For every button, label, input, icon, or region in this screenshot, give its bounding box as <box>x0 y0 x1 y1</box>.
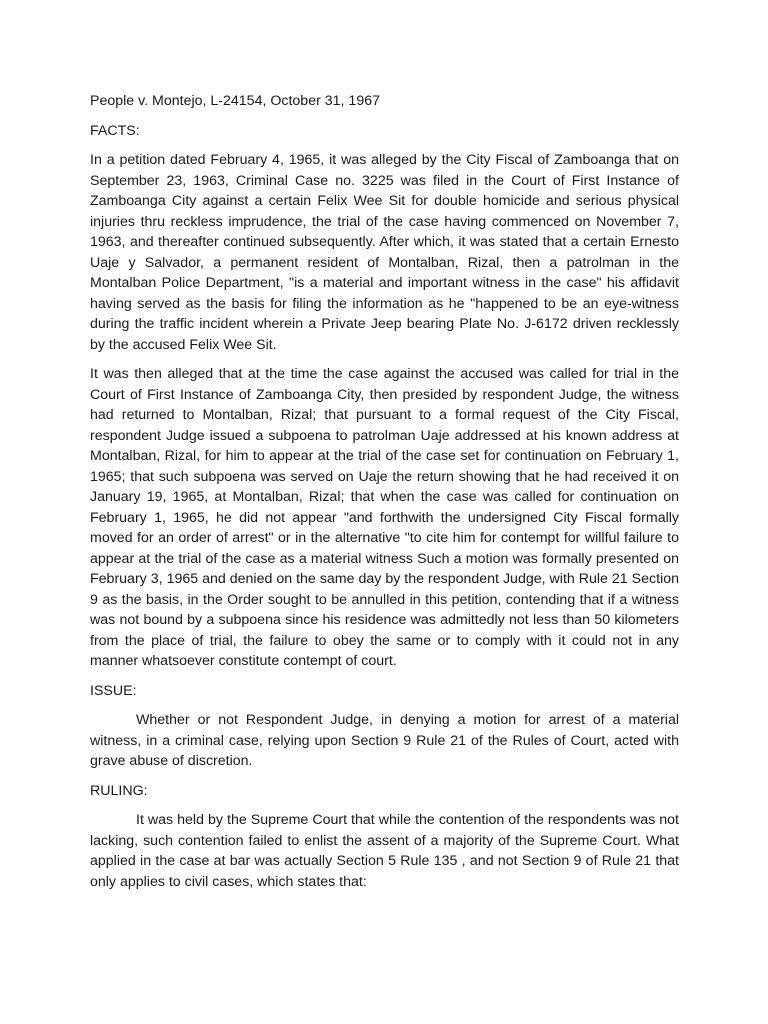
facts-paragraph-2: It was then alleged that at the time the case against the accused was called for trial in the Court of First Instance of Zamboanga City, then presided by respondent Judge, the witness had returned to Montalban, Rizal; that pursuant to a formal request of the City Fiscal, respondent Judge issued a subpoena to patrolman Uaje addressed at his known address at Montalban, Rizal, for him to appear at the trial of the case set for continuation on February 1, 1965; that such subpoena was served on Uaje the return showing that he had received it on January 19, 1965, at Montalban, Rizal; that when the case was called for continuation on February 1, 1965, he did not appear "and forthwith the undersigned City Fiscal formally moved for an order of arrest" or in the alternative "to cite him for contempt for willful failure to appear at the trial of the case as a material witness Such a motion was formally presented on February 3, 1965 and denied on the same day by the respondent Judge, with Rule 21 Section 9 as the basis, in the Order sought to be annulled in this petition, contending that if a witness was not bound by a subpoena since his residence was admittedly not less than 50 kilometers from the place of trial, the failure to obey the same or to comply with it could not in any manner whatsoever constitute contempt of court. <box>90 366 679 669</box>
facts-paragraph-1: In a petition dated February 4, 1965, it was alleged by the City Fiscal of Zamboanga that on September 23, 1963, Criminal Case no. 3225 was filed in the Court of First Instance of Zamboanga City against a certain Felix Wee Sit for double homicide and serious physical injuries thru reckless imprudence, the trial of the case having commenced on November 7, 1963, and thereafter continued subsequently. After which, it was stated that a certain Ernesto Uaje y Salvador, a permanent resident of Montalban, Rizal, then a patrolman in the Montalban Police Department, "is a material and important witness in the case" his affidavit having served as the basis for filing the information as he "happened to be an eye-witness during the traffic incident wherein a Private Jeep bearing Plate No. J-6172 driven recklessly by the accused Felix Wee Sit. <box>90 152 679 353</box>
issue-heading: ISSUE: <box>90 682 137 699</box>
document-page <box>90 91 679 901</box>
ruling-heading: RULING: <box>90 782 148 799</box>
facts-heading: FACTS: <box>90 122 140 139</box>
ruling-paragraph: It was held by the Supreme Court that while the contention of the respondents was not lacking, such contention failed to enlist the assent of a majority of the Supreme Court. What applied in the case at bar was actually Section 5 Rule 135 , and not Section 9 of Rule 21 that only applies to civil cases, which states that: <box>90 812 679 890</box>
issue-paragraph: Whether or not Respondent Judge, in denying a motion for arrest of a material witness, in a criminal case, relying upon Section 9 Rule 21 of the Rules of Court, acted with grave abuse of discretion. <box>90 712 679 769</box>
case-title: People v. Montejo, L-24154, October 31, 1967 <box>90 93 380 109</box>
